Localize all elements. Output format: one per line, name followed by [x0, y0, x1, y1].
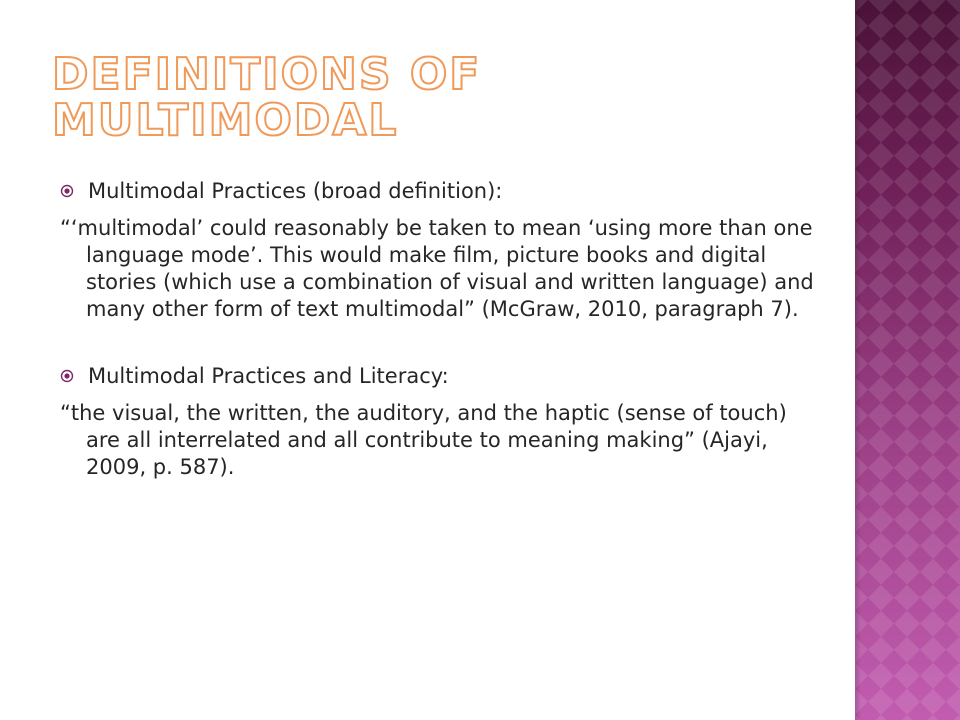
decorative-side-band: [855, 0, 960, 720]
slide-title: DEFINITIONS OF MULTIMODAL: [52, 49, 482, 146]
diamond-pattern: [855, 0, 960, 720]
quote-mcgraw: “‘multimodal’ could reasonably be taken to mean ‘using more than one language mode’. This would make film, picture books and digital stories (which use a combination of visual and written language) and many other form of text multimodal” (McGraw, 2010, paragraph 7).: [60, 216, 814, 321]
bullet-item-literacy: [60, 363, 820, 390]
band-edge-shadow: [855, 0, 861, 720]
bullet-item-broad-definition: [60, 178, 820, 205]
quote-ajayi: “the visual, the written, the auditory, and the haptic (sense of touch) are all interrelated and all contribute to meaning making” (Ajayi, 2009, p. 587).: [60, 401, 787, 479]
bullet-heading: Multimodal Practices (broad definition):: [88, 179, 503, 203]
circled-dot-icon: [60, 184, 74, 198]
circled-dot-icon: [60, 369, 74, 383]
spacer: [60, 323, 820, 363]
bullet-heading: Multimodal Practices and Literacy:: [88, 364, 449, 388]
slide-body: [60, 178, 820, 481]
